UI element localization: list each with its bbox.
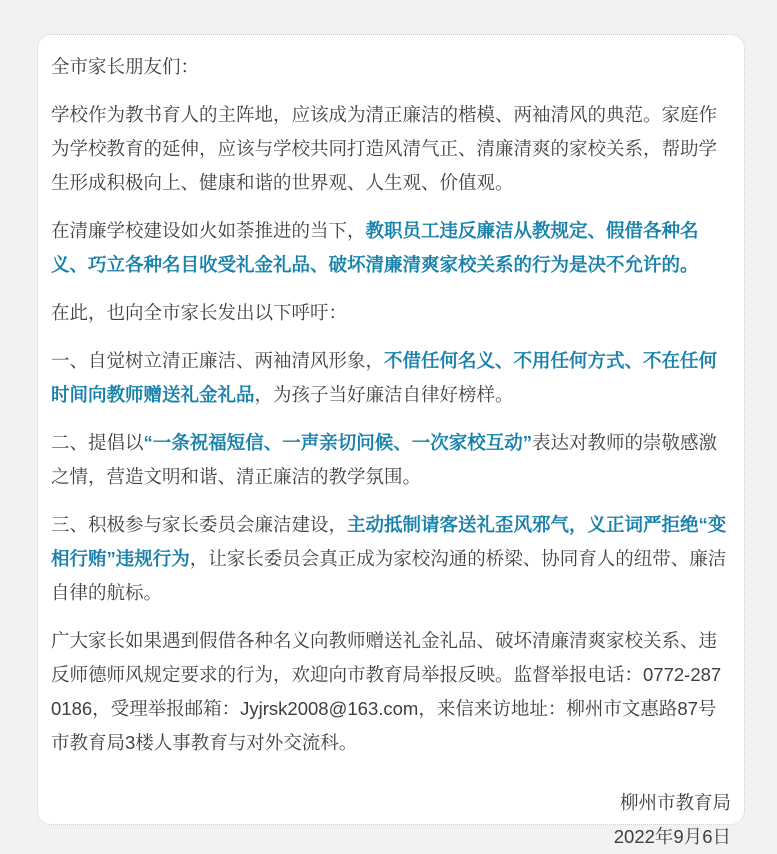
body-text: ，为孩子当好廉洁自律好榜样。 bbox=[254, 384, 514, 405]
signature-org: 柳州市教育局 bbox=[619, 792, 731, 813]
letter-paragraph bbox=[51, 508, 731, 610]
salutation: 全市家长朋友们： bbox=[51, 56, 200, 77]
signature-block bbox=[51, 786, 731, 854]
letter-paragraph bbox=[51, 98, 731, 200]
letter-card bbox=[37, 34, 745, 847]
body-text: 在清廉学校建设如火如荼推进的当下， bbox=[51, 220, 366, 241]
letter-paragraph bbox=[51, 296, 731, 330]
emphasis-text: “一条祝福短信、一声亲切问候、一次家校互动” bbox=[143, 432, 533, 453]
emphasis-text: 不借任何名义、不用任何方式、不在任何时间向教师赠送礼金礼品 bbox=[51, 350, 718, 405]
body-text: 学校作为教书育人的主阵地，应该成为清正廉洁的楷模、两袖清风的典范。家庭作为学校教育的延伸，应该与学校共同打造风清气正、清廉清爽的家校关系，帮助学生形成积极向上、健康和谐的世界观、人生观、价值观。 bbox=[51, 104, 718, 193]
body-text: 表达对教师的崇敬感激之情，营造文明和谐、清正廉洁的教学氛围。 bbox=[51, 432, 718, 487]
body-text: 一、自觉树立清正廉洁、两袖清风形象， bbox=[51, 350, 385, 371]
letter-paragraph bbox=[51, 344, 731, 412]
letter-paragraph bbox=[51, 214, 731, 282]
body-text: 广大家长如果遇到假借各种名义向教师赠送礼金礼品、破坏清廉清爽家校关系、违反师德师风规定要求的行为，欢迎向市教育局举报反映。监督举报电话：0772-2870186，受理举报邮箱：Jyjrsk2008@163.com，来信来访地址：柳州市文惠路87号市教育局3楼人事教育与对外交流科。 bbox=[51, 630, 722, 753]
body-text: 二、提倡以 bbox=[51, 432, 144, 453]
letter-paragraph bbox=[51, 426, 731, 494]
body-text: 三、积极参与家长委员会廉洁建设， bbox=[51, 514, 348, 535]
body-text: ，让家长委员会真正成为家校沟通的桥梁、协同育人的纽带、廉洁自律的航标。 bbox=[51, 548, 727, 603]
signature-date: 2022年9月6日 bbox=[613, 826, 731, 847]
letter-body bbox=[51, 98, 731, 760]
emphasis-text: 教职员工违反廉洁从教规定、假借各种名义、巧立各种名目收受礼金礼品、破坏清廉清爽家校关系的行为是决不允许的。 bbox=[51, 220, 699, 275]
emphasis-text: 主动抵制请客送礼歪风邪气，义正词严拒绝“变相行贿”违规行为 bbox=[51, 514, 727, 569]
letter-paragraph bbox=[51, 624, 731, 760]
body-text: 在此，也向全市家长发出以下呼吁： bbox=[51, 302, 348, 323]
